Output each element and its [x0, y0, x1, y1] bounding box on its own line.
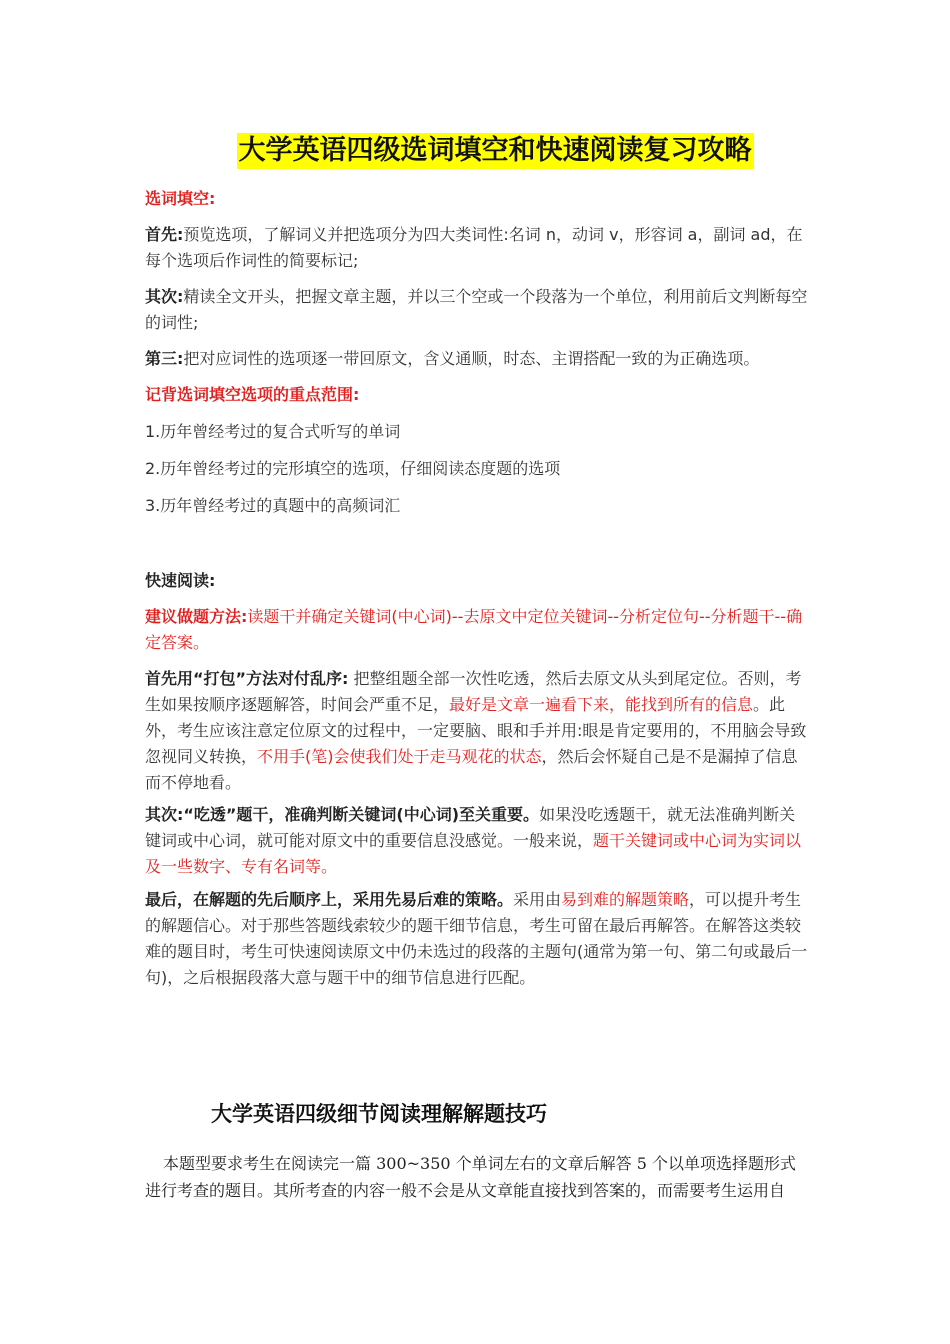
section-subheading-memorize: 记背选词填空选项的重点范围: [145, 385, 360, 404]
paragraph-text: 。此外，考生应该注意定位原文的过程中，一定要脑、眼和手并用:眼是肯定要用的，不用脑会导致忽视同义转换， [145, 695, 807, 766]
title-container [0, 133, 950, 169]
paragraph-text: 预览选项，了解词义并把选项分为四大类词性:名词 n，动词 v，形容词 a，副词 ad，在每个选项后作词性的简要标记; [145, 225, 803, 270]
section-heading-word-fill: 选词填空: [145, 189, 216, 208]
section-heading-detail-reading: 大学英语四级细节阅读理解解题技巧 [211, 1101, 547, 1126]
paragraph-label: 其次: [145, 287, 184, 306]
paragraph-first [145, 222, 809, 274]
section-heading-fast-reading: 快速阅读: [145, 571, 216, 590]
paragraph-second [145, 284, 809, 336]
highlight-text: 题干关键词或中心词为实词以及一些数字、专有名词等。 [145, 831, 802, 876]
paragraph-text: 把整组题全部一次性吃透，然后去原文从头到尾定位。否则，考生如果按顺序逐题解答，时间会严重不足， [145, 669, 802, 714]
paragraph-text: 采用由 [513, 890, 562, 909]
paragraph-text: ，可以提升考生的解题信心。对于那些答题线索较少的题干细节信息，考生可留在最后再解答。在解答这类较难的题目时，考生可快速阅读原文中仍未选过的段落的主题句(通常为第一句、第二句或最后一句)，之后根据段落大意与题干中的细节信息进行匹配。 [145, 890, 808, 987]
highlight-text: 易到难的解题策略 [561, 890, 690, 909]
paragraph-third [145, 346, 809, 372]
highlight-text: 不用手(笔)会使我们处于走马观花的状态 [257, 747, 542, 766]
paragraph-keywords [145, 802, 809, 880]
list-item: 2.历年曾经考过的完形填空的选项，仔细阅读态度题的选项 [145, 459, 561, 478]
paragraph-label: 建议做题方法: [145, 607, 248, 626]
paragraph-packing [145, 666, 809, 796]
paragraph-order [145, 887, 809, 991]
paragraph-text: 把对应词性的选项逐一带回原文，含义通顺，时态、主谓搭配一致的为正确选项。 [183, 349, 760, 368]
paragraph-label: 首先用“打包”方法对付乱序: [145, 669, 349, 688]
paragraph-label: 最后，在解题的先后顺序上，采用先易后难的策略。 [145, 890, 514, 909]
list-item: 3.历年曾经考过的真题中的高频词汇 [145, 496, 401, 515]
paragraph-text: 读题干并确定关键词(中心词)--去原文中定位关键词--分析定位句--分析题干--确定答案。 [145, 607, 803, 652]
list-item: 1.历年曾经考过的复合式听写的单词 [145, 422, 401, 441]
page-title: 大学英语四级选词填空和快速阅读复习攻略 [237, 133, 754, 169]
paragraph-method [145, 604, 809, 656]
paragraph-text: ，然后会怀疑自己是不是漏掉了信息而不停地看。 [145, 747, 798, 792]
paragraph-label: 第三: [145, 349, 184, 368]
paragraph-label: 其次:“吃透”题干，准确判断关键词(中心词)至关重要。 [145, 805, 540, 824]
paragraph-text: 如果没吃透题干，就无法准确判断关键词或中心词，就可能对原文中的重要信息没感觉。一般来说， [145, 805, 796, 850]
paragraph-text: 精读全文开头，把握文章主题，并以三个空或一个段落为一个单位，利用前后文判断每空的词性; [145, 287, 808, 332]
paragraph-detail-intro: 本题型要求考生在阅读完一篇 300~350 个单词左右的文章后解答 5 个以单项选择题形式进行考查的题目。其所考查的内容一般不会是从文章能直接找到答案的，而需要考生运用自 [145, 1154, 797, 1200]
paragraph-label: 首先: [145, 225, 184, 244]
highlight-text: 最好是文章一遍看下来，能找到所有的信息 [449, 695, 754, 714]
